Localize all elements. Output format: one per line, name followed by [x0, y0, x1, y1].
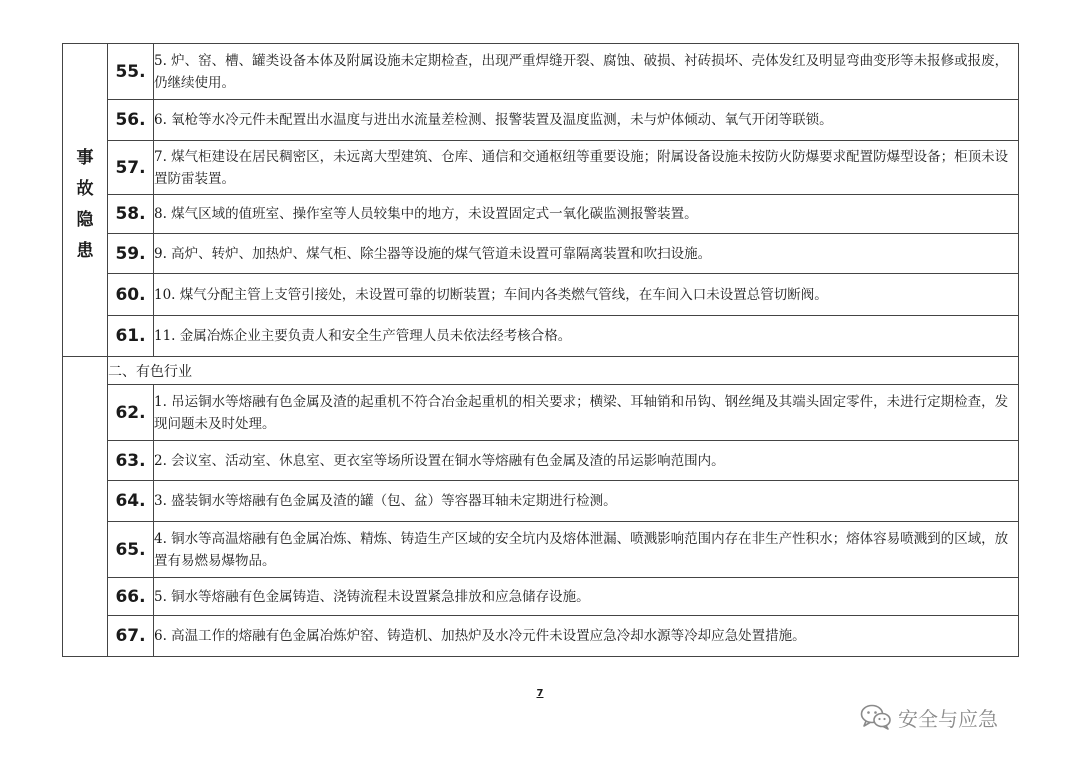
row-number: 56. — [108, 100, 154, 141]
table-row — [63, 234, 1019, 274]
row-number: 62. — [108, 385, 154, 441]
row-text: 6. 高温工作的熔融有色金属冶炼炉窑、铸造机、加热炉及水冷元件未设置应急冷却水源等冷却应急处置措施。 — [154, 616, 1019, 657]
row-number: 55. — [108, 44, 154, 100]
row-number: 61. — [108, 316, 154, 357]
row-text: 5. 铜水等熔融有色金属铸造、浇铸流程未设置紧急排放和应急储存设施。 — [154, 578, 1019, 616]
row-number: 67. — [108, 616, 154, 657]
table-row — [63, 44, 1019, 100]
row-text: 10. 煤气分配主管上支管引接处，未设置可靠的切断装置；车间内各类燃气管线，在车间入口未设置总管切断阀。 — [154, 274, 1019, 316]
hazard-table — [62, 43, 1019, 657]
table-row — [63, 441, 1019, 481]
row-text: 4. 铜水等高温熔融有色金属冶炼、精炼、铸造生产区域的安全坑内及熔体泄漏、喷溅影响范围内存在非生产性积水；熔体容易喷溅到的区域，放置有易燃易爆物品。 — [154, 522, 1019, 578]
row-number: 66. — [108, 578, 154, 616]
table-row — [63, 481, 1019, 522]
table-row — [63, 141, 1019, 195]
wechat-icon — [860, 703, 892, 731]
category-cell-empty — [63, 357, 108, 385]
row-text: 6. 氧枪等水冷元件未配置出水温度与进出水流量差检测、报警装置及温度监测，未与炉体倾动、氧气开闭等联锁。 — [154, 100, 1019, 141]
watermark — [860, 700, 998, 734]
row-number: 63. — [108, 441, 154, 481]
section-header: 二、有色行业 — [108, 357, 1019, 385]
table-row — [63, 274, 1019, 316]
section-row — [63, 357, 1019, 385]
watermark-text: 安全与应急 — [898, 706, 998, 731]
table-row — [63, 100, 1019, 141]
row-text: 7. 煤气柜建设在居民稠密区，未远离大型建筑、仓库、通信和交通枢纽等重要设施；附属设备设施未按防火防爆要求配置防爆型设备；柜顶未设置防雷装置。 — [154, 141, 1019, 195]
row-number: 59. — [108, 234, 154, 274]
table-row — [63, 616, 1019, 657]
row-text: 1. 吊运铜水等熔融有色金属及渣的起重机不符合冶金起重机的相关要求；横梁、耳轴销和吊钩、钢丝绳及其端头固定零件，未进行定期检查，发现问题未及时处理。 — [154, 385, 1019, 441]
row-text: 5. 炉、窑、槽、罐类设备本体及附属设施未定期检查，出现严重焊缝开裂、腐蚀、破损、衬砖损坏、壳体发红及明显弯曲变形等未报修或报废，仍继续使用。 — [154, 44, 1019, 100]
table-row — [63, 522, 1019, 578]
category-cell — [63, 44, 108, 357]
table-row — [63, 316, 1019, 357]
page-number: 7 — [536, 688, 544, 699]
category-label: 事 故 隐 患 — [76, 148, 94, 261]
category-cell-empty — [63, 385, 108, 657]
table-row — [63, 385, 1019, 441]
row-number: 65. — [108, 522, 154, 578]
row-text: 2. 会议室、活动室、休息室、更衣室等场所设置在铜水等熔融有色金属及渣的吊运影响范围内。 — [154, 441, 1019, 481]
row-number: 57. — [108, 141, 154, 195]
row-text: 11. 金属冶炼企业主要负责人和安全生产管理人员未依法经考核合格。 — [154, 316, 1019, 357]
table-row — [63, 195, 1019, 234]
row-number: 60. — [108, 274, 154, 316]
table-row — [63, 578, 1019, 616]
row-number: 58. — [108, 195, 154, 234]
row-text: 9. 高炉、转炉、加热炉、煤气柜、除尘器等设施的煤气管道未设置可靠隔离装置和吹扫设施。 — [154, 234, 1019, 274]
row-text: 8. 煤气区域的值班室、操作室等人员较集中的地方，未设置固定式一氧化碳监测报警装置。 — [154, 195, 1019, 234]
row-text: 3. 盛装铜水等熔融有色金属及渣的罐（包、盆）等容器耳轴未定期进行检测。 — [154, 481, 1019, 522]
row-number: 64. — [108, 481, 154, 522]
